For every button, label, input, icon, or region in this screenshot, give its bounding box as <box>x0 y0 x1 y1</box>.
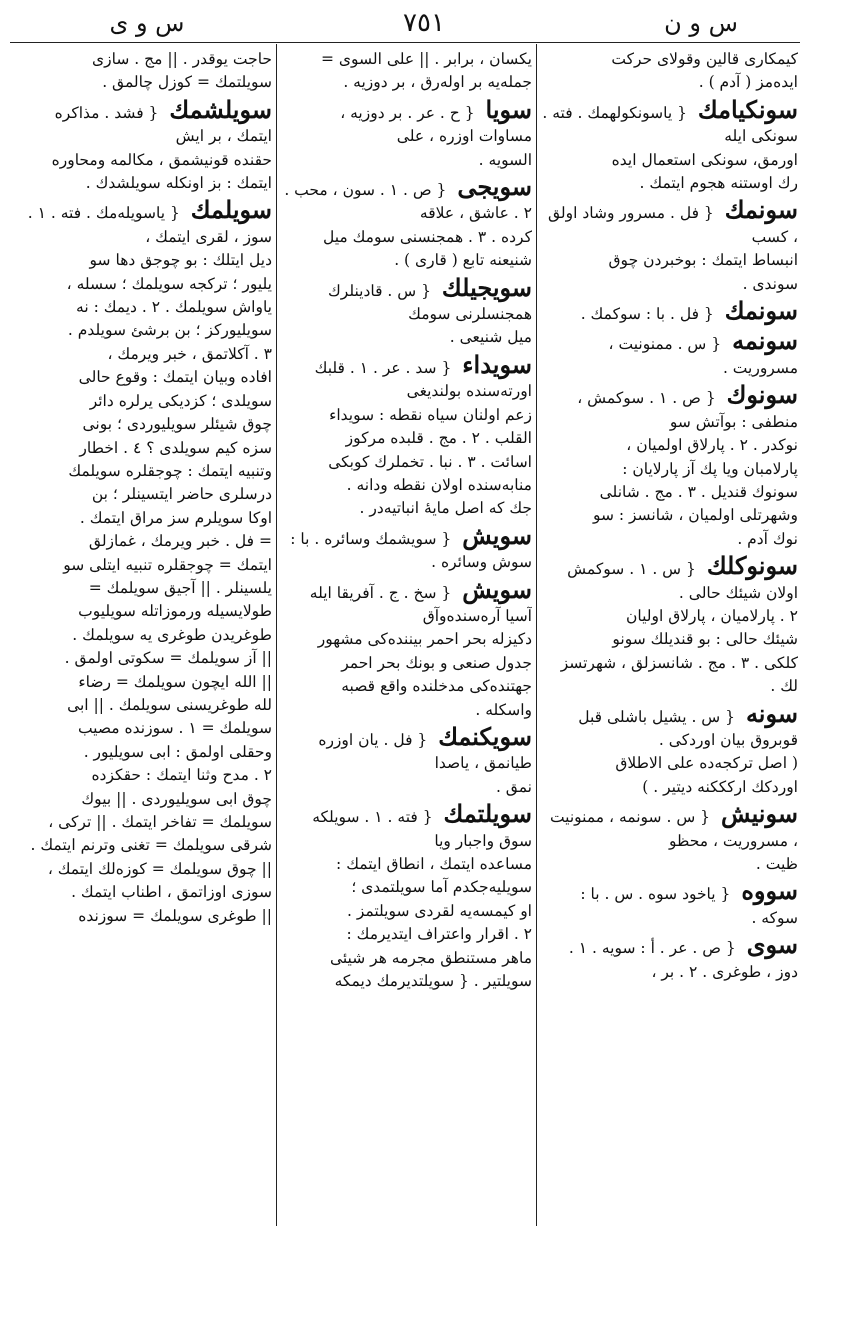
entry-text-line: نوك آدم . <box>737 529 798 548</box>
entry-text-line: مساوات اوزره ، على <box>396 127 532 146</box>
entry-text-line: واسكله . <box>475 700 532 719</box>
entry-text-line: سويلمك = ١ . سوزنده مصيب <box>77 719 272 738</box>
entry-headword: سويش <box>462 520 532 550</box>
entry-text-line: || چوق سويلمك = كوزه‌لك ايتمك ، <box>47 859 272 878</box>
entry-text-line: { ياسونكولهمك . فته . سونكى ايله <box>542 103 798 146</box>
entry-headword: سونمك <box>724 195 798 225</box>
entry-text-line: اورته‌سنده بولنديغى <box>406 382 532 401</box>
entry-text-line: { ص . عر . أ : سويه . ١ . <box>568 939 741 958</box>
entry-text-line: ٢ . اقرار واعتراف ايتديرمك : <box>346 925 532 944</box>
entry-text-line: طيانمق ، ياصدا‌ <box>434 754 532 773</box>
column-divider-left <box>276 44 277 1226</box>
column-divider-right <box>536 44 537 1226</box>
entry-text-line: كلكى . ٣ . مج . شانسزلق ، شهرتسز‌ <box>560 653 798 672</box>
entry-text-line: شيئك حالى : بو قنديلك سونو‌ <box>612 630 798 649</box>
dictionary-entry <box>14 94 272 196</box>
entry-text-line: { سويشمك وسائره . با : <box>290 529 457 548</box>
dictionary-entry <box>542 876 798 930</box>
entry-text-line: { فل . مسرور وشاد اولق ، كسب <box>548 204 798 246</box>
entry-text-line: || طوغرى سويلمك = سوزنده <box>78 906 272 925</box>
entry-text-line: || آز سويلمك = سكوتى اولمق . <box>64 649 272 668</box>
dictionary-entry <box>542 296 798 326</box>
dictionary-entry <box>542 799 798 876</box>
entry-text-line: او كيمسه‌يه لقردى سويلتمز . <box>347 901 532 920</box>
entry-text-line: قوبروق بيان اوردكى . <box>658 730 798 749</box>
entry-headword: سويجيلك <box>441 272 532 302</box>
entry-text-line: سوز ، لقرى ايتمك ، <box>145 227 272 246</box>
entry-headword: سونمه <box>732 326 798 356</box>
entry-text-line: سوش وسائره . <box>431 553 532 572</box>
entry-text-line: ماهر مستنطق مجرمه هر شيئى <box>329 948 532 967</box>
entry-text-line: دوز ، طوغرى . ٢ . بر ، <box>651 962 798 981</box>
entry-text-line: وحقلى اولمق : ابى سويليور . <box>83 742 272 761</box>
entry-headword: سويجى <box>457 172 532 202</box>
entry-text-line: { ص . ١ . سون ، محب . <box>284 181 452 200</box>
entry-text-line: ايده‌مز ( آدم ) . <box>698 73 798 92</box>
entry-text-line: جك كه اصل مايهٔ انباتيه‌در . <box>359 499 532 518</box>
entry-text-line: { س . قادينلرك <box>328 281 436 300</box>
entry-text-line: يلسينلر . || آجيق سويلمك = <box>88 578 272 597</box>
dictionary-entry <box>542 326 798 380</box>
entry-text-line: { سخ . ج . آفريقا ايله <box>309 583 457 602</box>
entry-text-line: شرقى سويلمك = تغنى وترنم ايتمك . <box>30 836 272 855</box>
entry-text-line: سويلمك = تفاخر ايتمك . || تركى ، <box>48 813 272 831</box>
entry-text-line: دكيزله بحر احمر بيننده‌كى مشهور <box>317 630 532 649</box>
entry-text-line: { س . ممنونيت ، مسروريت . <box>608 335 798 377</box>
entry-text-line: چوق ابى سويليوردى . || بيوك <box>81 789 272 808</box>
entry-text-line: اوكا سويلرم سز مراق ايتمك . <box>79 508 272 527</box>
entry-text-line: ظيت . <box>755 855 798 873</box>
dictionary-entry <box>282 172 532 273</box>
entry-text-line: ٢ . پارلاميان ، پارلاق اوليان <box>625 606 798 625</box>
dictionary-entry <box>542 94 798 196</box>
entry-text-line: = فل . خبر ويرمك ، غمازلق <box>88 532 272 551</box>
dictionary-entry <box>542 48 798 95</box>
dictionary-entry <box>282 349 532 521</box>
entry-text-line: سوق واجبار ويا <box>434 831 532 850</box>
column-middle <box>282 48 532 1222</box>
entry-text-line: جمله‌يه بر اوله‌رق ، بر دوزيه . <box>343 73 532 92</box>
entry-text-line: السويه . <box>478 150 532 169</box>
entry-text-line: سويلدى ؛ كزديكى يرلره دائر <box>89 391 272 410</box>
entry-text-line: ( اصل تركجه‌ده على الاطلاق <box>615 754 798 773</box>
entry-text-line: زعم اولنان سياه نقطه : سويداء <box>329 405 532 424</box>
entry-text-line: آسيا آره‌سنده‌وآق <box>422 606 532 625</box>
entry-text-line: مساعده ايتمك ، انطاق ايتمك : <box>336 855 532 873</box>
entry-text-line: رك اوستنه هجوم ايتمك . <box>639 174 798 193</box>
header-left-letters: س و ى <box>109 9 185 37</box>
entry-text-line: كرده . ٣ . همجنسنى سومك ميل <box>322 227 532 246</box>
entry-text-line: پارلامبان ويا پك آز پارلايان : <box>622 459 798 478</box>
entry-headword: سونوكلك <box>706 551 798 581</box>
entry-text-line: افاده وبيان ايتمك : وقوع حالى <box>78 368 272 387</box>
entry-text-line: سوكه . <box>751 908 798 927</box>
entry-text-line: ايتمك = چوجقلره تنبيه ايتلى سو‌ <box>63 555 272 574</box>
entry-text-line: { ح . عر . بر دوزيه ، <box>340 103 480 122</box>
entry-headword: سويلشمك <box>169 94 272 124</box>
entry-text-line: { ياسويله‌مك . فته . ١ . <box>27 204 185 223</box>
column-left <box>14 48 272 1222</box>
entry-text-line: لك . <box>770 677 798 696</box>
entry-headword: سووه <box>741 876 798 906</box>
entry-text-line: { س . يشيل باشلى قبل <box>578 707 740 726</box>
entry-text-line: { فشد . مذاكره <box>54 103 164 122</box>
dictionary-entry <box>14 195 272 928</box>
entry-text-line: جهتنده‌كى مدخلنده واقع قصبه <box>341 677 532 696</box>
entry-text-line: حاجت يوقدر . || مج . سازى <box>92 50 272 68</box>
entry-headword: سونوك <box>726 380 798 410</box>
entry-text-line: اوردكك اركككنه ديتير . ) <box>642 777 798 796</box>
entry-text-line: { ياخود سوه . س . با : <box>580 885 736 904</box>
entry-headword: سونكيامك <box>697 94 798 124</box>
entry-text-line: چوق شيئلر سويليوردى ؛ بونى <box>82 415 272 434</box>
entry-text-line: ٢ . مدح وثنا ايتمك : حقكزده <box>91 766 272 785</box>
entry-headword: سونه <box>745 698 798 728</box>
entry-text-line: طولايسيله ورموزاتله سويليوب <box>78 602 272 621</box>
entry-text-line: سويليوركز ؛ بن برشئ سويلدم . <box>67 321 272 340</box>
entry-text-line: سويلتمك = كوزل چالمق . <box>102 73 272 92</box>
entry-text-line: حقنده قونيشمق ، مكالمه ومحاوره <box>51 150 272 169</box>
entry-text-line: يليور ؛ تركجه سويلمك ؛ سسله ، <box>66 274 272 293</box>
entry-text-line: همجنسلرنى سومك <box>408 305 532 324</box>
dictionary-entry <box>542 195 798 296</box>
entry-text-line: { فل . با : سوكمك . <box>580 305 719 324</box>
entry-text-line: وتنبيه ايتمك : چوجقلره سويلمك <box>68 461 272 480</box>
entry-text-line: جدول صنعى و بونك بحر احمر <box>341 653 532 672</box>
entry-text-line: { فل . يان اوزره <box>318 730 433 749</box>
entry-text-line: نمق . <box>495 777 532 796</box>
entry-text-line: سوزى اوزاتمق ، اطناب ايتمك . <box>71 883 272 902</box>
dictionary-entry <box>282 721 532 799</box>
entry-text-line: سويلتير . { سويلتديرمك ديمكه <box>334 972 532 991</box>
entry-text-line: سوندى . <box>742 274 798 293</box>
header-right-letters: س و ن <box>664 9 738 37</box>
entry-text-line: ايتمك : بز اونكله سويلشدك . <box>85 174 272 193</box>
entry-text-line: ٢ . عاشق ، علاقه‌ <box>419 204 532 223</box>
dictionary-entry <box>14 48 272 95</box>
entry-text-line: درسلرى حاضر ايتسينلر ؛ بن <box>91 485 272 504</box>
entry-headword: سوى <box>746 930 798 960</box>
dictionary-entry <box>282 48 532 95</box>
entry-text-line: منابه‌سنده اولان نقطه ودانه . <box>346 475 532 494</box>
page-header <box>22 8 826 38</box>
entry-text-line: || الله ايچون سويلمك = رضاء <box>78 672 272 691</box>
entry-headword: سويداء <box>462 349 532 379</box>
entry-text-line: ياواش سويلمك . ٢ . ديمك : نه <box>76 298 272 317</box>
entry-text-line: كيمكارى قالين وقولاى حركت <box>611 50 798 68</box>
dictionary-entry <box>542 930 798 984</box>
page-number: ٧٥١ <box>403 8 445 38</box>
dictionary-entry <box>282 574 532 722</box>
entry-text-line: القلب . ٢ . مج . قلبده مركوز <box>345 429 532 448</box>
entry-text-line: يكسان ، برابر . || على السوى = <box>321 50 532 68</box>
dictionary-entry <box>282 94 532 172</box>
column-right <box>542 48 798 1222</box>
entry-text-line: شنيعنه تابع ( قارى ) . <box>394 251 532 270</box>
entry-text-line: لله طوغريسنى سويلمك . || ابى <box>67 695 272 714</box>
entry-headword: سونيش <box>720 799 798 829</box>
dictionary-entry <box>282 520 532 575</box>
dictionary-entry <box>282 799 532 993</box>
entry-text-line: سونوك قنديل . ٣ . مج . شانلى <box>599 482 798 501</box>
entry-text-line: ديل ايتلك : بو چوجق دها سو‌ <box>89 251 272 270</box>
entry-text-line: { سد . عر . ١ . قلبك <box>314 358 457 377</box>
header-rule <box>10 42 800 43</box>
entry-headword: سويا <box>485 94 532 124</box>
dictionary-entry <box>542 698 798 800</box>
entry-headword: سونمك <box>724 296 798 326</box>
entry-text-line: سويليه‌جكدم آما سويلتمدى ؛ <box>351 878 532 897</box>
entry-text-line: ميل شنيعى . <box>449 328 532 347</box>
entry-text-line: وشهرتلى اولميان ، شانسز : سو‌ <box>592 506 798 525</box>
entry-text-line: ٣ . آكلاتمق ، خبر ويرمك ، <box>107 344 272 363</box>
entry-headword: سويش <box>462 574 532 604</box>
entry-text-line: سزه كيم سويلدى ؟ ٤ . اخطار <box>79 438 272 457</box>
entry-text-line: { فته . ١ . سويلكه <box>312 808 438 827</box>
entry-headword: سويكنمك <box>438 721 532 751</box>
entry-text-line: نوكدر . ٢ . پارلاق اولميان ، <box>626 436 798 455</box>
entry-text-line: انبساط ايتمك : بوخبردن چوق <box>608 251 798 270</box>
entry-text-line: اورمق، سونكى استعمال ايده‌ <box>611 150 798 169</box>
entry-text-line: { ص . ١ . سوكمش ، منطفى : بوآتش سو‌ <box>577 389 798 431</box>
dictionary-entry <box>282 272 532 350</box>
entry-headword: سويلمك <box>190 195 272 225</box>
entry-text-line: طوغريدن طوغرى يه سويلمك . <box>72 625 272 644</box>
entry-headword: سويلتمك <box>443 799 532 829</box>
entry-text-line: اسائت . ٣ . نبا . تخملرك كوبكى <box>328 452 532 471</box>
dictionary-entry <box>542 380 798 551</box>
entry-text-line: ايتمك ، بر ايش <box>175 127 272 146</box>
dictionary-entry <box>542 551 798 698</box>
entry-text-line: { س . ١ . سوكمش اولان شيئك حالى . <box>567 560 798 602</box>
entry-text-line: { س . سونمه ، ممنونيت ، مسروريت ، محظو‌ <box>549 808 798 850</box>
